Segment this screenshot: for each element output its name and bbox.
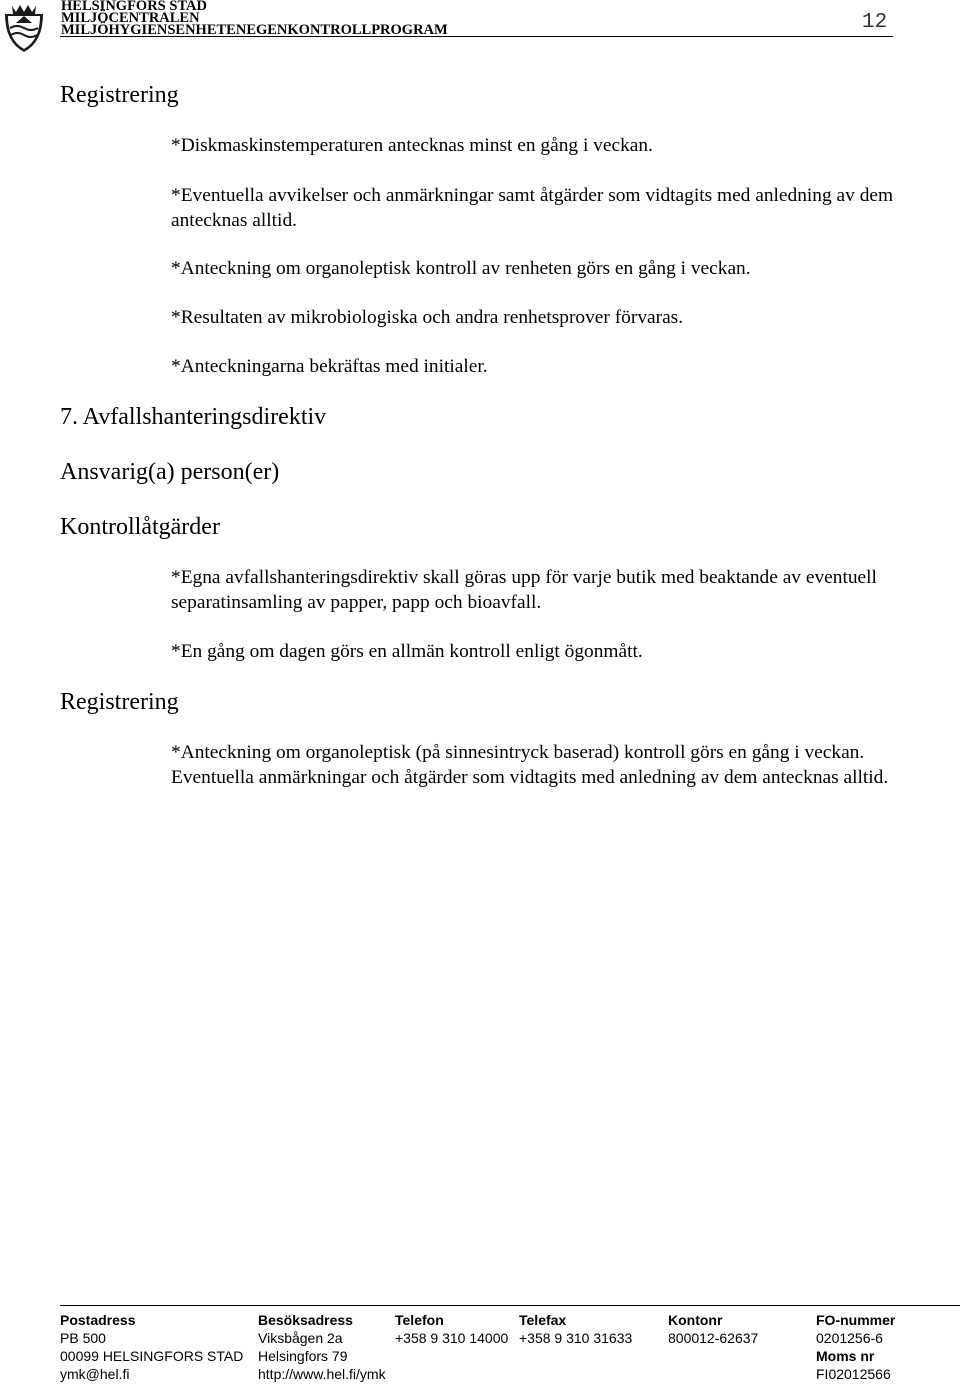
footer-label-kontonr: Kontonr (668, 1312, 723, 1328)
footer-kontonr: 800012-62637 (668, 1330, 759, 1346)
footer-label-telefax: Telefax (519, 1312, 567, 1328)
section-7-title: 7. Avfallshanteringsdirektiv (60, 404, 327, 430)
kontrollatgarder-heading: Kontrollåtgärder (60, 514, 220, 540)
registrering-item-2: *Anteckning om organoleptisk (på sinnesintryck baserad) kontroll görs en gång i veckan. Eventuella anmärkningar och åtgärder som vidtagits med anledning av dem antecknas alltid. (171, 742, 889, 788)
footer-email: ymk@hel.fi (60, 1366, 130, 1382)
registrering-item: *Resultaten av mikrobiologiska och andra renhetsprover förvaras. (171, 307, 684, 328)
registrering-item: *Anteckning om organoleptisk kontroll av renheten görs en gång i veckan. (171, 258, 751, 279)
footer-label-besoksadress: Besöksadress (258, 1312, 353, 1328)
document-title: MILJÖHYGIENSENHETENEGENKONTROLLPROGRAM (61, 22, 448, 38)
footer-fo-nummer: 0201256-6 (816, 1330, 883, 1346)
footer-postadress-line1: PB 500 (60, 1330, 106, 1346)
page-number: 12 (862, 11, 888, 34)
kontroll-item: *Egna avfallshanteringsdirektiv skall göras upp för varje butik med beaktande av eventuell separatinsamling av papper, papp och bioavfall. (171, 567, 877, 613)
header-divider (60, 36, 893, 37)
footer-telefon: +358 9 310 14000 (395, 1330, 509, 1346)
footer-postadress-line2: 00099 HELSINGFORS STAD (60, 1348, 244, 1364)
footer-moms-nr: FI02012566 (816, 1366, 891, 1382)
footer-besoksadress-line1: Viksbågen 2a (258, 1330, 343, 1346)
footer-label-fo-nummer: FO-nummer (816, 1312, 896, 1328)
registrering-heading: Registrering (60, 82, 179, 108)
ansvarig-heading: Ansvarig(a) person(er) (60, 459, 280, 485)
footer-label-postadress: Postadress (60, 1312, 136, 1328)
org-department: MILJÖCENTRALEN (61, 10, 200, 26)
helsinki-coat-of-arms-logo (2, 2, 46, 54)
footer-label-telefon: Telefon (395, 1312, 444, 1328)
footer-label-moms: Moms nr (816, 1348, 875, 1364)
registrering-item: *Eventuella avvikelser och anmärkningar samt åtgärder som vidtagits med anledning av dem antecknas alltid. (171, 185, 894, 231)
kontroll-item: *En gång om dagen görs en allmän kontroll enligt ögonmått. (171, 641, 643, 662)
registrering-item: *Diskmaskinstemperaturen antecknas minst en gång i veckan. (171, 135, 653, 156)
footer-besoksadress-line2: Helsingfors 79 (258, 1348, 348, 1364)
registrering-item: *Anteckningarna bekräftas med initialer. (171, 356, 488, 377)
org-name: HELSINGFORS STAD (61, 0, 207, 14)
organization-header (61, 0, 448, 36)
footer-divider (60, 1305, 960, 1306)
registrering-heading-2: Registrering (60, 689, 179, 715)
footer-website: http://www.hel.fi/ymk (258, 1366, 386, 1382)
footer-telefax: +358 9 310 31633 (519, 1330, 633, 1346)
